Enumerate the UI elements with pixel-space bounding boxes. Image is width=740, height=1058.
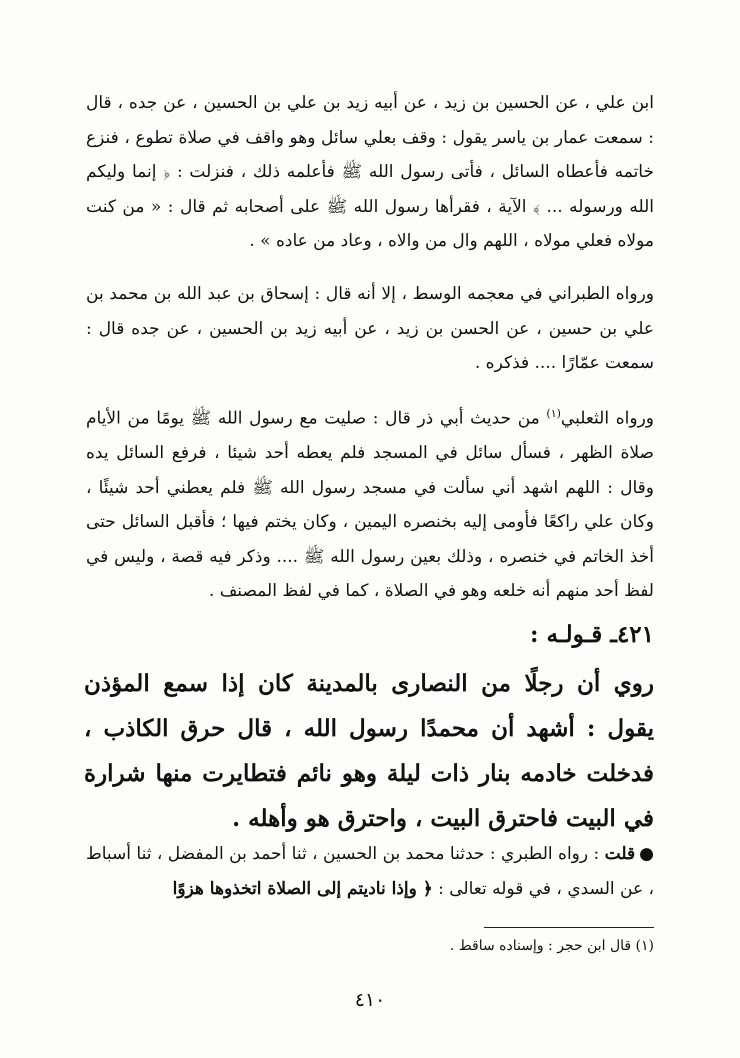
paragraph-3-text: من حديث أبي ذر قال : صليت مع رسول الله ﷺ يومًا من الأيام صلاة الظهر ، فسأل سائل في المسجد فلم يعطه أحد شيئا ، فرفع السائل يده وقال : اللهم اشهد أني سألت في مسجد رسول الله ﷺ فلم يعطني أحد شيئًا ، وكان علي راكعًا فأومى إليه بخنصره اليمين ، وكان يختم فيها ؛ فأقبل السائل حتى أخذ الخاتم في خنصره ، وذلك بعين رسول الله ﷺ .... وذكر فيه قصة ، وليس في لفظ أحد منهم أنه خلعه وهو في الصلاة ، كما في لفظ المصنف . <box>86 408 654 602</box>
footnote-marker: (١) <box>546 407 561 420</box>
paragraph-1: ابن علي ، عن الحسين بن زيد ، عن أبيه زيد بن علي بن الحسين ، عن جده ، قال : سمعت عمار بن ياسر يقول : وقف بعلي سائل وهو واقف في صلاة تطوع ، فنزع خاتمه فأعطاه السائل ، فأتى رسول الله ﷺ فأعلمه ذلك ، فنزلت : ﴿ إنما وليكم الله ورسوله ... ﴾ الآية ، فقرأها رسول الله ﷺ على أصحابه ثم قال : « من كنت مولاه فعلي مولاه ، اللهم وال من والاه ، وعاد من عاده » . <box>86 93 654 251</box>
section-heading: ٤٢١ـ قـولـه : <box>530 621 654 648</box>
paragraph-4 <box>86 837 654 906</box>
bullet-icon: ● <box>639 844 654 864</box>
quran-quote: ﴿ وإذا ناديتم إلى الصلاة اتخذوها هزوًا <box>172 878 433 899</box>
footnote: (١) قال ابن حجر : وإسناده ساقط . <box>449 938 654 954</box>
page-number: ٤١٠ <box>354 989 386 1011</box>
paragraph-4-label: قلت <box>604 844 636 864</box>
footnote-divider <box>484 927 654 928</box>
paragraph-3-lead: ورواه الثعلبي <box>560 408 654 429</box>
paragraph-3 <box>86 397 654 609</box>
paragraph-2: ورواه الطبراني في معجمه الوسط ، إلا أنه قال : إسحاق بن عبد الله بن محمد بن علي بن حسين ، عن الحسن بن زيد ، عن أبيه زيد بن الحسين ، عن جده قال : سمعت عمّارًا .... فذكره . <box>86 284 654 373</box>
hadith-text: روي أن رجلًا من النصارى بالمدينة كان إذا سمع المؤذن يقول : أشهد أن محمدًا رسول الله ، قال حرق الكاذب ، فدخلت خادمه بنار ذات ليلة وهو نائم فتطايرت منها شرارة في البيت فاحترق البيت ، واحترق هو وأهله . <box>84 670 654 832</box>
paragraph-4-text: : رواه الطبري : حدثنا محمد بن الحسين ، ثنا أحمد بن المفضل ، ثنا أسباط ، عن السدي ، في قوله تعالى : <box>86 844 654 899</box>
